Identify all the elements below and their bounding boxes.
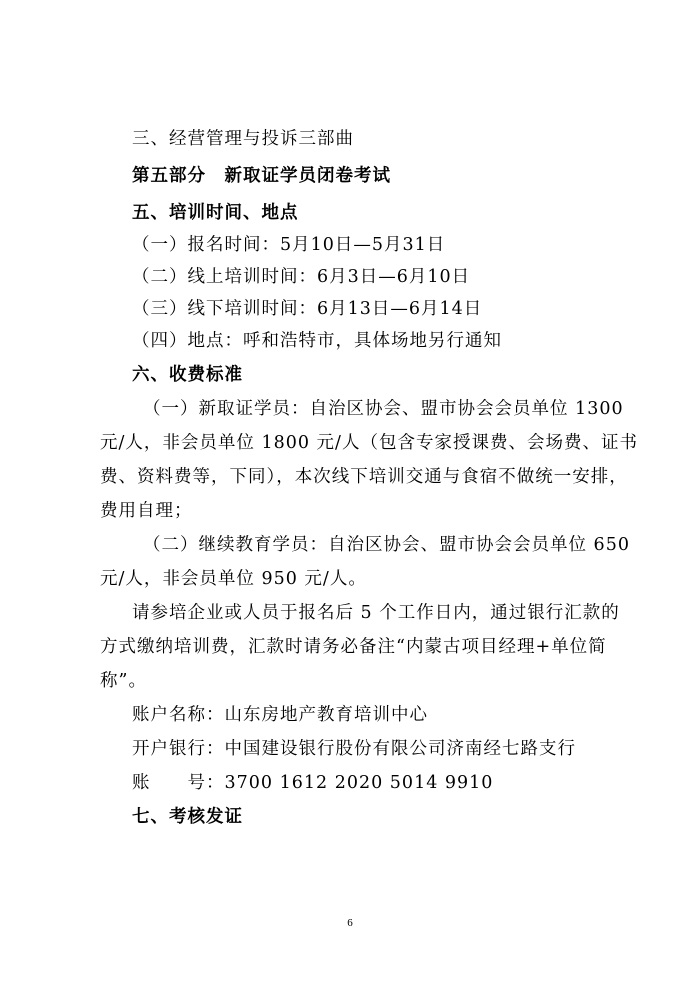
online-training-time: （二）线上培训时间：6月3日—6月10日 [132, 267, 471, 287]
account-number: 账 号：3700 1612 2020 5014 9910 [132, 773, 494, 793]
fee-continuing-students-line-1: （二）继续教育学员：自治区协会、盟市协会会员单位 650 [143, 535, 630, 555]
payment-instructions-line-1: 请参培企业或人员于报名后 5 个工作日内，通过银行汇款的 [132, 603, 620, 623]
offline-training-time: （三）线下培训时间：6月13日—6月14日 [132, 299, 483, 319]
part-five-heading: 第五部分 新取证学员闭卷考试 [132, 166, 391, 186]
training-location: （四）地点：呼和浩特市，具体场地另行通知 [132, 331, 502, 351]
fee-continuing-students-line-2: 元/人，非会员单位 950 元/人。 [100, 569, 367, 589]
page-number: 6 [347, 917, 353, 929]
fee-new-students-line-2: 元/人，非会员单位 1800 元/人（包含专家授课费、会场费、证书 [100, 433, 638, 453]
account-name: 账户名称：山东房地产教育培训中心 [132, 705, 428, 725]
fee-new-students-line-4: 费用自理； [100, 501, 193, 521]
payment-instructions-line-3: 称”。 [100, 671, 147, 691]
fee-new-students-line-3: 费、资料费等，下同），本次线下培训交通与食宿不做统一安排， [100, 467, 628, 487]
fee-new-students-line-1: （一）新取证学员：自治区协会、盟市协会会员单位 1300 [143, 399, 624, 419]
section-six-heading: 六、收费标准 [132, 365, 243, 385]
account-bank: 开户银行：中国建设银行股份有限公司济南经七路支行 [132, 739, 576, 759]
section-item-3: 三、经营管理与投诉三部曲 [132, 129, 354, 149]
section-seven-heading: 七、考核发证 [132, 807, 243, 827]
payment-instructions-line-2: 方式缴纳培训费，汇款时请务必备注“内蒙古项目经理+单位简 [100, 637, 607, 657]
section-five-heading: 五、培训时间、地点 [132, 203, 299, 223]
registration-time: （一）报名时间：5月10日—5月31日 [132, 235, 446, 255]
